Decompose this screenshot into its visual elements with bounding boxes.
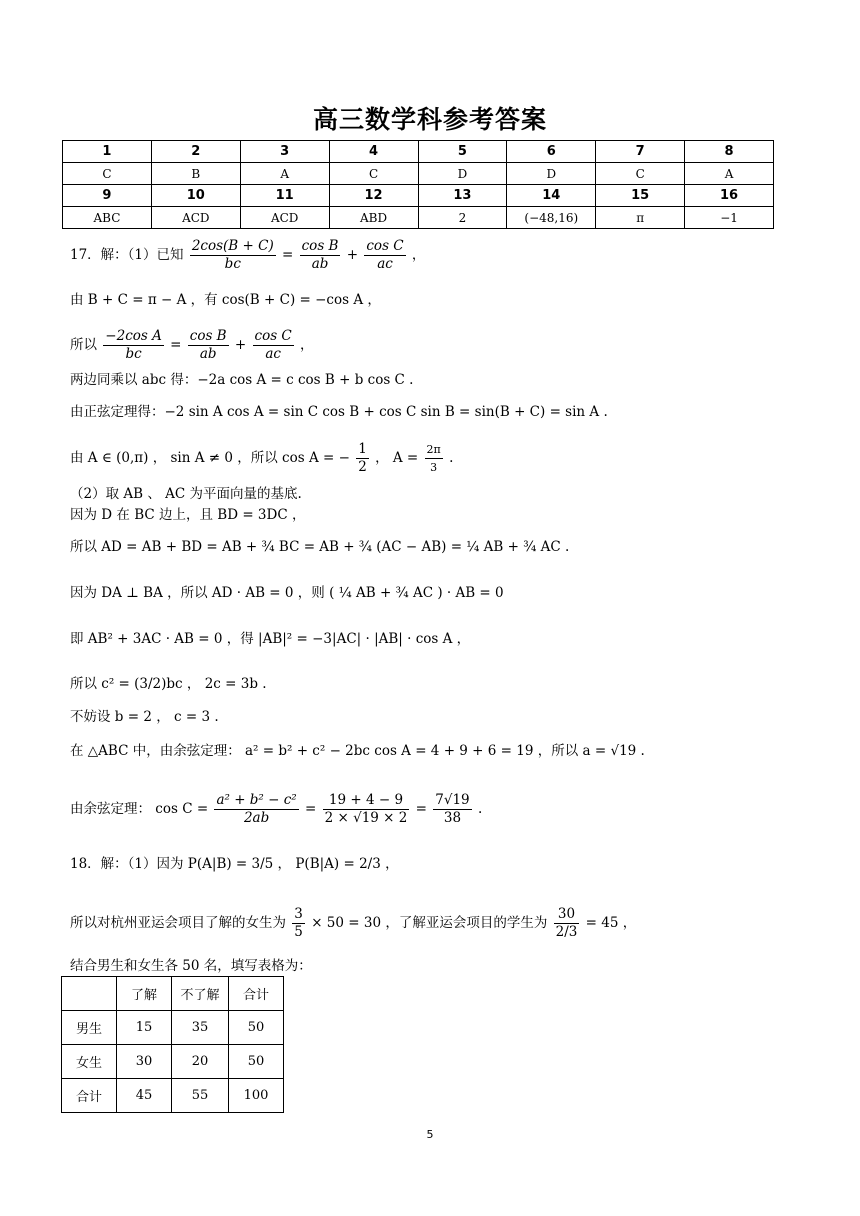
- answer-cell: ABD: [329, 207, 418, 229]
- question-number: 12: [329, 185, 418, 207]
- question-number: 7: [596, 141, 685, 163]
- answer-cell: −1: [685, 207, 774, 229]
- table-row: [62, 1011, 284, 1045]
- question-number: 8: [685, 141, 774, 163]
- q17-line-5: 由正弦定理得：−2 sin A cos A = sin C cos B + cos C sin B = sin(B + C) = sin A .: [70, 404, 608, 420]
- fraction: $\frac{\text{cos C}}{ac}$: [254, 328, 292, 362]
- answer-cell: C: [596, 163, 685, 185]
- q17-line-6: 由 A ∈ (0,π) ， sin A ≠ 0 ，所以 cos A = − $\frac{1}{2}$ ， A = $\frac{2\pi}{3}$ .: [70, 441, 454, 475]
- contingency-table: [61, 976, 284, 1113]
- q17-line-10: 因为 DA ⊥ BA ，所以 AD · AB = 0 ，则 ( ¼ AB + ¾ AC ) · AB = 0: [70, 585, 504, 601]
- answer-cell: ACD: [151, 207, 240, 229]
- table-cell: 100: [229, 1079, 284, 1113]
- table-row: [63, 163, 774, 185]
- answer-cell: B: [151, 163, 240, 185]
- question-number: 4: [329, 141, 418, 163]
- row-label: 合计: [62, 1079, 117, 1113]
- fraction: $\frac{\text{a² + b² − c²}}{2ab}$: [216, 792, 297, 826]
- question-number: 5: [418, 141, 507, 163]
- q17-line-3: 所以 $\frac{\text{−2cos A}}{bc}$ = $\frac{\text{cos B}}{ab}$ + $\frac{\text{cos C}}{ac}$ ，: [70, 328, 314, 362]
- header-cell: 合计: [229, 977, 284, 1011]
- q17-line-15: 由余弦定理： cos C = $\frac{\text{a² + b² − c²}}{2ab}$ = $\frac{19 + 4 - 9}{2 \times √19 \times 2}$ = $\frac{7√19}{38}$ .: [70, 792, 483, 826]
- q17-line-2: 由 B + C = π − A ，有 cos(B + C) = −cos A ，: [70, 292, 381, 308]
- fraction: $\frac{7√19}{38}$: [435, 792, 470, 826]
- fraction: $\frac{\text{cos B}}{ab}$: [189, 328, 227, 362]
- answer-cell: ACD: [240, 207, 329, 229]
- table-row: [63, 207, 774, 229]
- question-number: 16: [685, 185, 774, 207]
- q17-line-7: （2）取 AB 、 AC 为平面向量的基底.: [70, 486, 302, 502]
- q18-line-1: 18．解：（1）因为 P(A|B) = 3/5 ， P(B|A) = 2/3 ，: [70, 856, 399, 872]
- question-number: 15: [596, 185, 685, 207]
- answer-table: [62, 140, 774, 229]
- page-number: 5: [426, 1128, 434, 1141]
- q18-students: × 50 = 30 ，了解亚运会项目的学生为: [311, 915, 548, 931]
- question-number: 3: [240, 141, 329, 163]
- table-cell: 50: [229, 1011, 284, 1045]
- table-row: [63, 141, 774, 163]
- header-cell: 了解: [117, 977, 172, 1011]
- q17-intro: 17．解：（1）已知: [70, 247, 184, 263]
- answer-cell: ABC: [63, 207, 152, 229]
- question-number: 6: [507, 141, 596, 163]
- q18-line-3: 结合男生和女生各 50 名，填写表格为：: [70, 958, 312, 974]
- q17-line-8: 因为 D 在 BC 边上，且 BD = 3DC ，: [70, 507, 306, 523]
- table-cell: 55: [172, 1079, 229, 1113]
- page-title: 高三数学科参考答案: [312, 105, 547, 134]
- fraction: $\frac{2\pi}{3}$: [426, 443, 441, 474]
- q18-total: = 45 ，: [585, 915, 637, 931]
- q17-line-4: 两边同乘以 abc 得：−2a cos A = c cos B + b cos C .: [70, 372, 414, 388]
- table-row: [62, 1079, 284, 1113]
- q17-line-11: 即 AB² + 3AC · AB = 0 ，得 |AB|² = −3|AC| · |AB| · cos A ，: [70, 631, 471, 647]
- question-number: 13: [418, 185, 507, 207]
- table-row: [62, 1045, 284, 1079]
- q17-A-eq: ， A =: [375, 450, 419, 466]
- answer-cell: C: [329, 163, 418, 185]
- q17-line-12: 所以 c² = (3/2)bc ， 2c = 3b .: [70, 676, 267, 692]
- fraction: $\frac{30}{2/3}$: [555, 906, 578, 940]
- table-cell: 50: [229, 1045, 284, 1079]
- header-cell: [62, 977, 117, 1011]
- q17-line-14: 在 △ABC 中，由余弦定理： a² = b² + c² − 2bc cos A = 4 + 9 + 6 = 19 ，所以 a = √19 .: [70, 743, 645, 759]
- q17-line-9: 所以 AD = AB + BD = AB + ¾ BC = AB + ¾ (AC − AB) = ¼ AB + ¾ AC .: [70, 539, 570, 555]
- q17-cosC: 由余弦定理： cos C =: [70, 801, 209, 817]
- table-cell: 45: [117, 1079, 172, 1113]
- q18-female: 所以对杭州亚运会项目了解的女生为: [70, 915, 286, 931]
- table-cell: 15: [117, 1011, 172, 1045]
- answer-cell: D: [507, 163, 596, 185]
- table-cell: 20: [172, 1045, 229, 1079]
- table-row: [63, 185, 774, 207]
- answer-cell: (−48,16): [507, 207, 596, 229]
- fraction: $\frac{\text{cos B}}{ab}$: [301, 238, 339, 272]
- answer-cell: A: [240, 163, 329, 185]
- question-number: 2: [151, 141, 240, 163]
- fraction: $\frac{1}{2}$: [358, 441, 367, 475]
- question-number: 11: [240, 185, 329, 207]
- q18-line-2: [70, 906, 636, 941]
- fraction: $\frac{2\cos(B + C)}{bc}$: [191, 238, 274, 272]
- answer-cell: D: [418, 163, 507, 185]
- q17-line-13: 不妨设 b = 2 ， c = 3 .: [70, 709, 219, 725]
- answer-cell: C: [63, 163, 152, 185]
- question-number: 1: [63, 141, 152, 163]
- answer-cell: A: [685, 163, 774, 185]
- row-label: 女生: [62, 1045, 117, 1079]
- q17-line-1: 17．解：（1）已知 $\frac{2\cos(B + C)}{bc}$ = $\frac{\text{cos B}}{ab}$ + $\frac{\text{cos C}}{ac}$ ，: [70, 238, 426, 272]
- table-cell: 35: [172, 1011, 229, 1045]
- fraction: $\frac{3}{5}$: [294, 906, 303, 940]
- table-cell: 30: [117, 1045, 172, 1079]
- question-number: 9: [63, 185, 152, 207]
- row-label: 男生: [62, 1011, 117, 1045]
- answer-cell: π: [596, 207, 685, 229]
- answer-cell: 2: [418, 207, 507, 229]
- fraction: $\frac{\text{cos C}}{ac}$: [366, 238, 404, 272]
- q17-cosA: 由 A ∈ (0,π) ， sin A ≠ 0 ，所以 cos A = −: [70, 450, 350, 466]
- fraction: $\frac{\text{−2cos A}}{bc}$: [105, 328, 162, 362]
- fraction: $\frac{19 + 4 - 9}{2 \times √19 \times 2}$: [324, 792, 408, 826]
- header-cell: 不了解: [172, 977, 229, 1011]
- q17-so: 所以: [70, 337, 97, 353]
- question-number: 14: [507, 185, 596, 207]
- question-number: 10: [151, 185, 240, 207]
- table-row: [62, 977, 284, 1011]
